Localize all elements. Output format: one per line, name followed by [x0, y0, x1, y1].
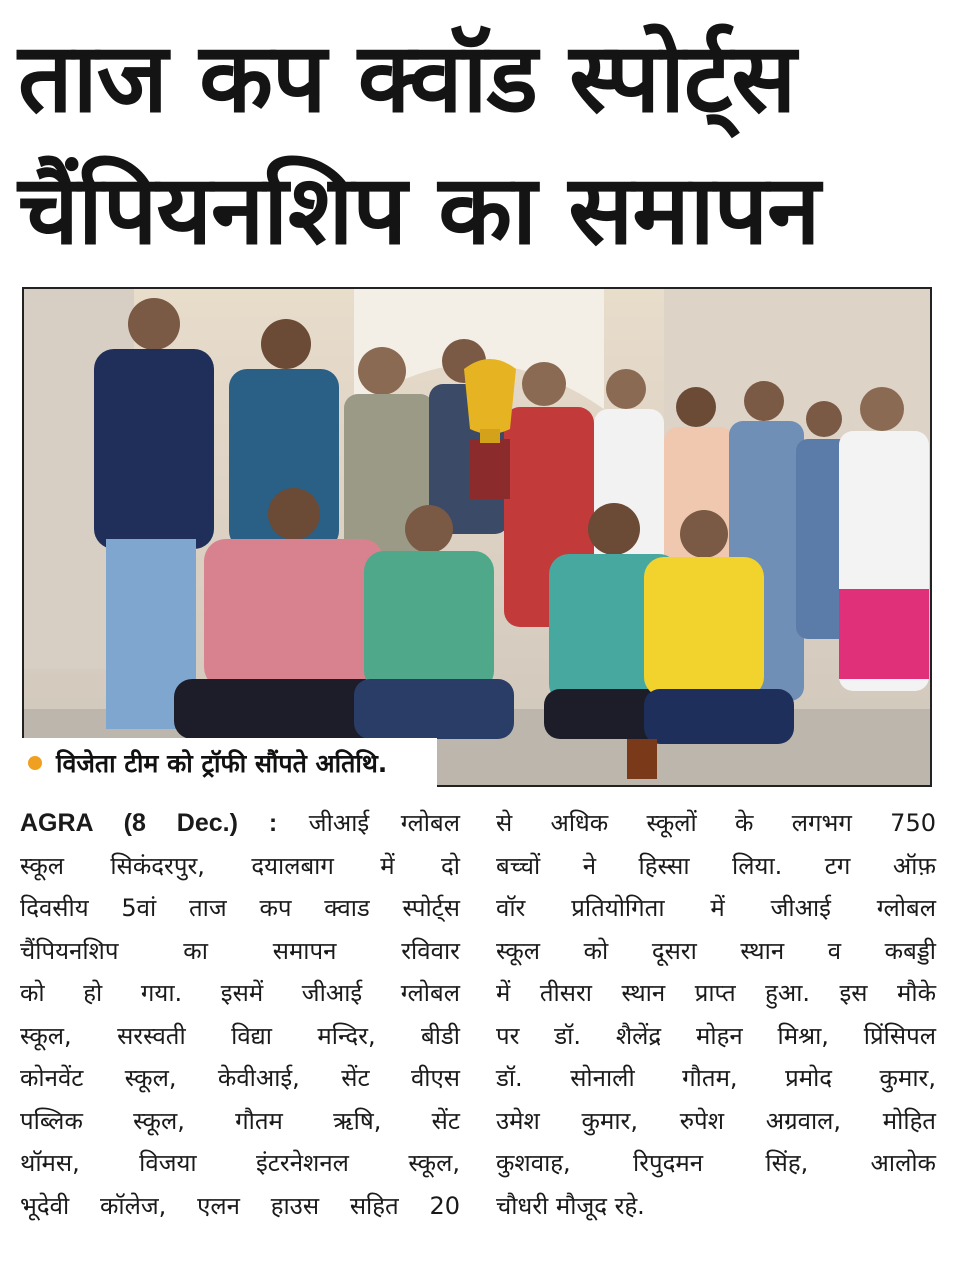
article-line: कुशवाह, रिपुदमन सिंह, आलोक: [496, 1149, 936, 1177]
article-line: भूदेवी कॉलेज, एलन हाउस सहित 20: [20, 1191, 460, 1220]
article-line: चैंपियनशिप का समापन रविवार: [20, 936, 460, 965]
dateline: AGRA (8 Dec.) :: [20, 809, 278, 837]
bullet-dot-icon: [28, 756, 42, 770]
article-line: कोनवेंट स्कूल, केवीआई, सेंट वीएस: [20, 1064, 460, 1092]
article-line: स्कूल, सरस्वती विद्या मन्दिर, बीडी: [20, 1021, 460, 1050]
article-line: डॉ. सोनाली गौतम, प्रमोद कुमार,: [496, 1064, 936, 1092]
article-line: पर डॉ. शैलेंद्र मोहन मिश्रा, प्रिंसिपल: [496, 1021, 936, 1050]
article-line: दिवसीय 5वां ताज कप क्वाड स्पोर्ट्स: [20, 894, 460, 922]
article-column-right: [496, 802, 936, 1227]
caption-text: विजेता टीम को ट्रॉफी सौंपते अतिथि.: [56, 749, 388, 778]
headline-line-1: ताज कप क्वॉड स्पोर्ट्स: [18, 22, 796, 134]
article-line: पब्लिक स्कूल, गौतम ऋषि, सेंट: [20, 1106, 460, 1135]
article-line: से अधिक स्कूलों के लगभग 750: [496, 809, 936, 837]
headline-line-2: चैंपियनशिप का समापन: [18, 154, 820, 266]
photo-caption: [22, 738, 437, 788]
article-line: स्कूल को दूसरा स्थान व कबड्डी: [496, 936, 936, 965]
article-line: वॉर प्रतियोगिता में जीआई ग्लोबल: [496, 894, 936, 922]
article-line: थॉमस, विजया इंटरनेशनल स्कूल,: [20, 1149, 460, 1177]
article-line: चौधरी मौजूद रहे.: [496, 1191, 645, 1220]
article-column-left: [20, 802, 460, 1227]
article-line: स्कूल सिकंदरपुर, दयालबाग में दो: [20, 851, 460, 880]
article-line: में तीसरा स्थान प्राप्त हुआ. इस मौके: [496, 979, 936, 1007]
article-line: बच्चों ने हिस्सा लिया. टग ऑफ़: [496, 851, 936, 880]
group-photo-trophy-icon: [24, 289, 930, 785]
news-photo: [22, 287, 932, 787]
article-line: उमेश कुमार, रुपेश अग्रवाल, मोहित: [496, 1106, 936, 1135]
article-line: को हो गया. इसमें जीआई ग्लोबल: [20, 979, 460, 1007]
article-line: AGRA (8 Dec.) : जीआई ग्लोबल: [20, 809, 460, 837]
